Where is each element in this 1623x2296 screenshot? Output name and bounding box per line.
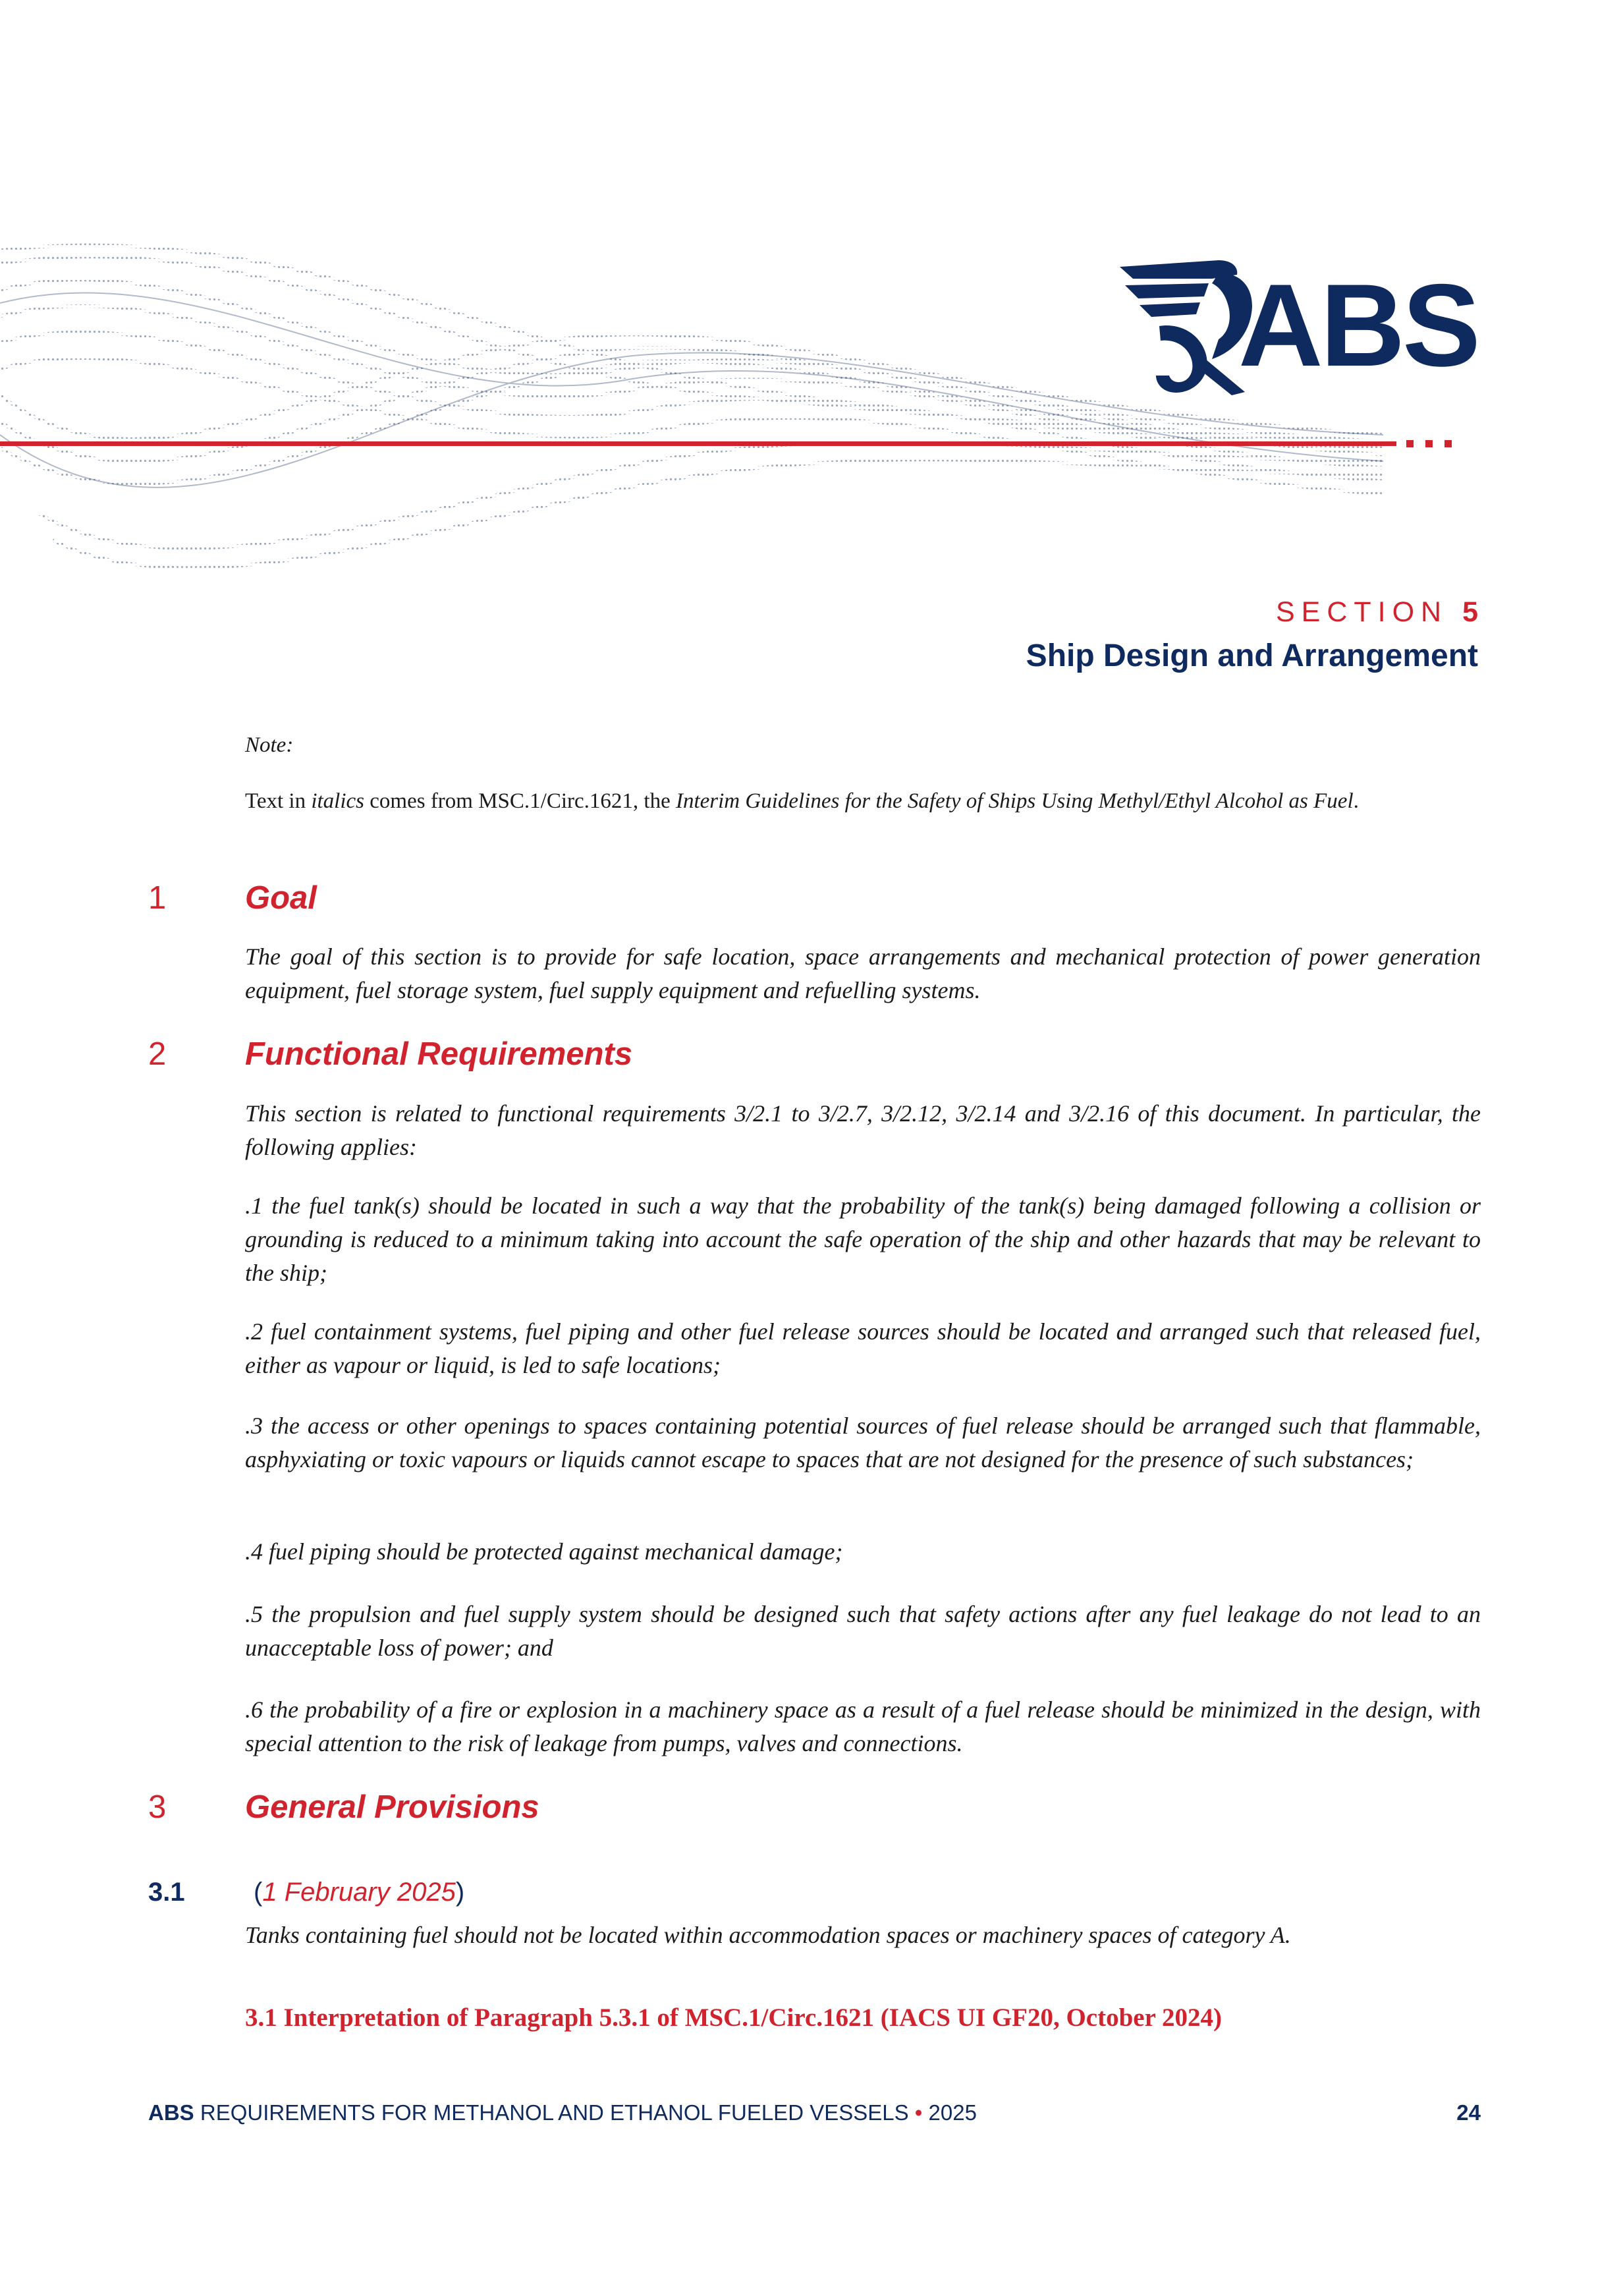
heading-general-title: General Provisions bbox=[245, 1789, 539, 1825]
functional-intro: This section is related to functional requirements 3/2.1 to 3/2.7, 3/2.12, 3/2.14 and 3/2.16 of this document. In particular, the following applies: bbox=[245, 1100, 1481, 1160]
subheading-date: 1 February 2025 bbox=[262, 1878, 456, 1907]
note-guidelines-title: Interim Guidelines for the Safety of Ships Using Methyl/Ethyl Alcohol as Fuel bbox=[675, 789, 1354, 813]
note-text bbox=[245, 785, 1481, 817]
section-label-text: SECTION bbox=[1275, 596, 1448, 628]
note-text-end: . bbox=[1353, 789, 1359, 813]
functional-item-1: .1 the fuel tank(s) should be located in such a way that the probability of the tank(s) being damaged following a collision or grounding is reduced to a minimum taking into account the safe operation of the ship and other hazards that may be relevant to the ship; bbox=[245, 1192, 1481, 1286]
section-label bbox=[1276, 596, 1478, 629]
heading-general-provisions bbox=[148, 1789, 539, 1826]
heading-goal bbox=[148, 880, 317, 916]
footer-year: 2025 bbox=[922, 2100, 977, 2125]
general-3-1-text: Tanks containing fuel should not be located within accommodation spaces or machinery spaces of category A. bbox=[245, 1922, 1291, 1948]
abs-logo-wordmark: ABS bbox=[1238, 260, 1478, 391]
functional-item-2: .2 fuel containment systems, fuel piping and other fuel release sources should be located and arranged such that released fuel, either as vapour or liquid, is led to safe locations; bbox=[245, 1318, 1481, 1378]
footer-separator: • bbox=[914, 2100, 923, 2125]
heading-goal-number: 1 bbox=[148, 880, 167, 916]
header-red-dots bbox=[1406, 440, 1452, 447]
goal-text: The goal of this section is to provide for safe location, space arrangements and mechanical protection of power generation equipment, fuel storage system, fuel supply equipment and refuelling systems. bbox=[245, 943, 1481, 1003]
subheading-paren-close: ) bbox=[455, 1878, 465, 1907]
note-text-middle: comes from MSC.1/Circ.1621, the bbox=[364, 789, 676, 813]
heading-goal-title: Goal bbox=[245, 880, 317, 916]
heading-general-number: 3 bbox=[148, 1789, 167, 1825]
subheading-paren-open: ( bbox=[254, 1878, 263, 1907]
note-label: Note: bbox=[245, 733, 294, 757]
note-italics-word: italics bbox=[311, 789, 365, 813]
functional-item-3: .3 the access or other openings to spaces containing potential sources of fuel release should be arranged such that flammable, asphyxiating or toxic vapours or liquids cannot escape to spaces that are not designed for the presence of such substances; bbox=[245, 1413, 1481, 1472]
functional-item-6: .6 the probability of a fire or explosion in a machinery space as a result of a fuel release should be minimized in the design, with special attention to the risk of leakage from pumps, valves and connections. bbox=[245, 1696, 1481, 1756]
functional-item-5: .5 the propulsion and fuel supply system should be designed such that safety actions after any fuel leakage do not lead to an unacceptable loss of power; and bbox=[245, 1601, 1481, 1661]
footer-title: REQUIREMENTS FOR METHANOL AND ETHANOL FUELED VESSELS bbox=[194, 2100, 915, 2125]
section-title: Ship Design and Arrangement bbox=[1026, 638, 1478, 673]
header-red-rule bbox=[0, 441, 1396, 446]
functional-item-4: .4 fuel piping should be protected against mechanical damage; bbox=[245, 1538, 843, 1565]
heading-functional-number: 2 bbox=[148, 1036, 167, 1072]
heading-functional-requirements bbox=[148, 1036, 632, 1073]
note-text-prefix: Text in bbox=[245, 789, 312, 813]
page-number: 24 bbox=[1456, 2100, 1481, 2125]
heading-functional-title: Functional Requirements bbox=[245, 1036, 633, 1072]
subheading-3-1-number: 3.1 bbox=[148, 1878, 185, 1907]
page-footer bbox=[148, 2100, 1481, 2125]
interpretation-heading: 3.1 Interpretation of Paragraph 5.3.1 of MSC.1/Circ.1621 (IACS UI GF20, October 2024) bbox=[245, 2003, 1222, 2032]
section-number: 5 bbox=[1462, 596, 1478, 628]
footer-brand: ABS bbox=[148, 2100, 194, 2125]
subheading-3-1 bbox=[148, 1878, 464, 1907]
